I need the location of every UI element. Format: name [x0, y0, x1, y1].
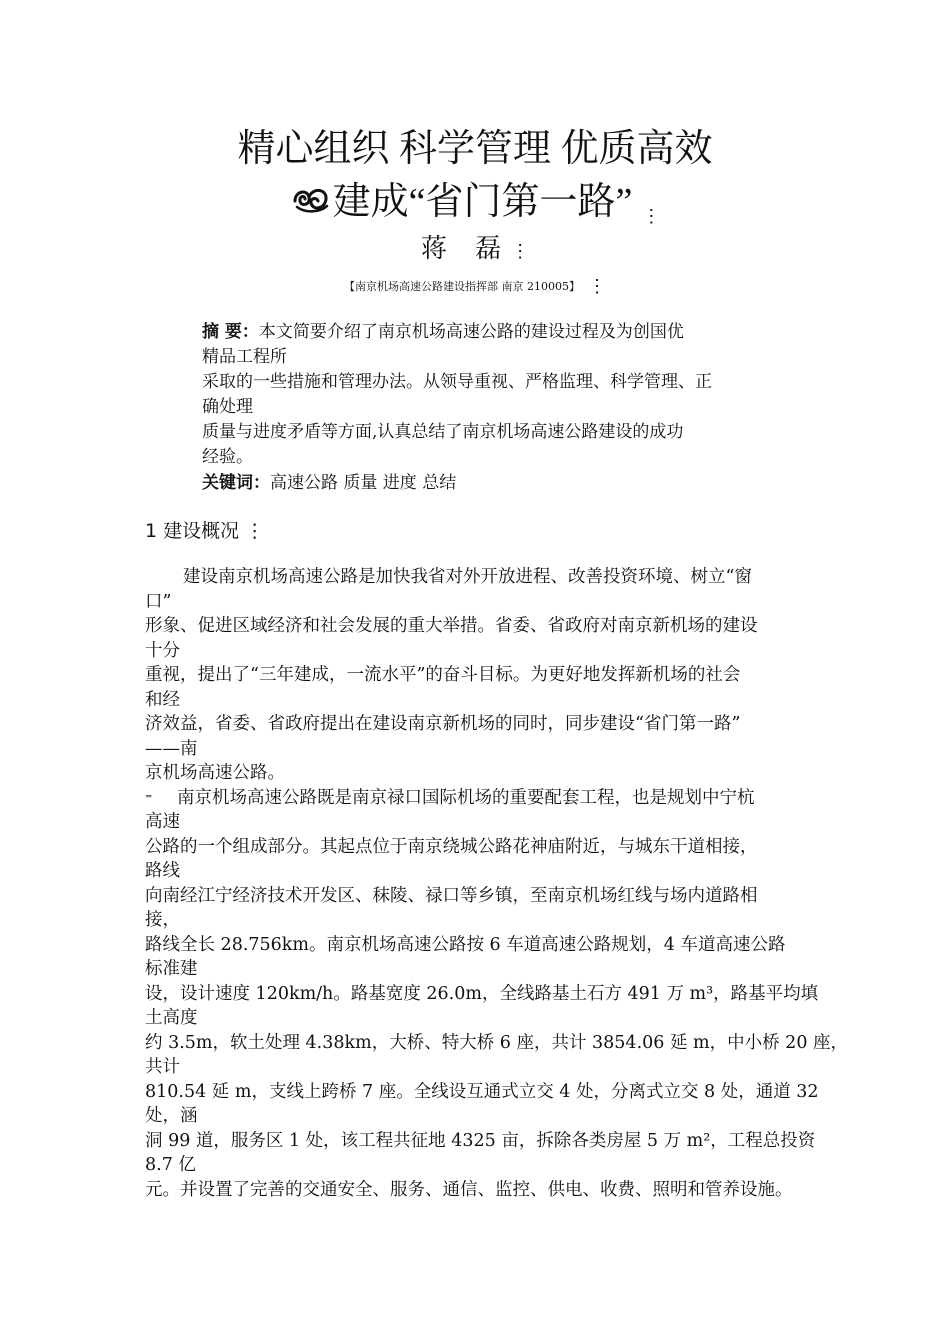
keywords: 高速公路 质量 进度 总结 — [270, 473, 457, 493]
abstract-line: 精品工程所 — [202, 347, 287, 367]
author — [0, 231, 950, 270]
body-line: 810.54 延 m，支线上跨桥 7 座。全线设互通式立交 4 处，分离式立交 8 处，通道 32 — [145, 1081, 819, 1102]
body-line: 接， — [145, 910, 180, 930]
body-line: 标准建 — [145, 959, 198, 979]
body-line: 南京机场高速公路既是南京禄口国际机场的重要配套工程，也是规划中宁杭 — [177, 787, 755, 808]
abstract-line: 经验。 — [202, 447, 253, 467]
title-line-2-text: 建成“省门第一路” — [332, 181, 633, 223]
keywords-label: 关键词： — [202, 473, 270, 493]
body-line: 路线全长 28.756km。南京机场高速公路按 6 车道高速公路规划，4 车道高速公路 — [145, 934, 786, 955]
body-line: 和经 — [145, 689, 180, 710]
affiliation-marker: ⋮ — [587, 276, 606, 297]
section-marker: ⋮ — [245, 520, 265, 542]
body-line: 土高度 — [145, 1008, 198, 1028]
body-line: 处，涵 — [145, 1106, 198, 1126]
body-line: 高速 — [145, 812, 180, 832]
body-line: 约 3.5m，软土处理 4.38km，大桥、特大桥 6 座，共计 3854.06 延 m，中小桥 20 座， — [145, 1032, 849, 1053]
affiliation-text: 【南京机场高速公路建设指挥部 南京 210005】 — [344, 280, 580, 293]
body-line: 建设南京机场高速公路是加快我省对外开放进程、改善投资环境、树立“窗 — [183, 567, 752, 587]
body-line: 京机场高速公路。 — [145, 763, 285, 783]
body-line: 元。并设置了完善的交通安全、服务、通信、监控、供电、收费、照明和管养设施。 — [145, 1179, 793, 1200]
title-line-1: 精心组织 科学管理 优质高效 — [237, 128, 713, 170]
body-line: 共计 — [145, 1057, 180, 1077]
body-line: ——南 — [145, 738, 198, 759]
body-line: 形象、促进区域经济和社会发展的重大举措。省委、省政府对南京新机场的建设 — [145, 616, 758, 636]
abstract-line: 确处理 — [202, 397, 253, 417]
section-heading-text: 1 建设概况 — [145, 520, 240, 542]
section-heading — [145, 516, 264, 546]
footnote-marker: ⋮ — [642, 206, 660, 226]
body-line: 十分 — [145, 640, 180, 661]
abstract-line: 本文简要介绍了南京机场高速公路的建设过程及为创国优 — [258, 322, 684, 342]
title-line-2 — [0, 179, 950, 225]
body-line: 重视，提出了“三年建成，一流水平”的奋斗目标。为更好地发挥新机场的社会 — [145, 665, 741, 685]
abstract-line: 质量与进度矛盾等方面,认真总结了南京机场高速公路建设的成功 — [202, 422, 684, 442]
author-name: 蒋 磊 — [420, 234, 512, 264]
author-marker: ⋮ — [511, 241, 530, 262]
body-line: 济效益，省委、省政府提出在建设南京新机场的同时，同步建设“省门第一路” — [145, 714, 741, 734]
body-line: 设，设计速度 120km/h。路基宽度 26.0m，全线路基土石方 491 万 m³，路基平均填 — [145, 983, 819, 1004]
body-line: 向南经江宁经济技术开发区、秣陵、禄口等乡镇，至南京机场红线与场内道路相 — [145, 885, 758, 906]
affiliation — [0, 278, 950, 296]
body-line: 路线 — [145, 861, 180, 881]
body-line: 口” — [145, 591, 172, 612]
paragraph-marker: ⁼ — [145, 790, 153, 807]
ornament-icon — [291, 179, 331, 219]
abstract-line: 采取的一些措施和管理办法。从领导重视、严格监理、科学管理、正 — [202, 372, 712, 392]
abstract-label: 摘 要： — [202, 322, 259, 342]
abstract — [202, 320, 762, 496]
body-line: 8.7 亿 — [145, 1155, 196, 1175]
body-line: 洞 99 道，服务区 1 处，该工程共征地 4325 亩，拆除各类房屋 5 万 m²，工程总投资 — [145, 1130, 816, 1151]
body-text — [145, 565, 849, 1202]
body-line: 公路的一个组成部分。其起点位于南京绕城公路花神庙附近，与城东干道相接， — [145, 836, 758, 857]
